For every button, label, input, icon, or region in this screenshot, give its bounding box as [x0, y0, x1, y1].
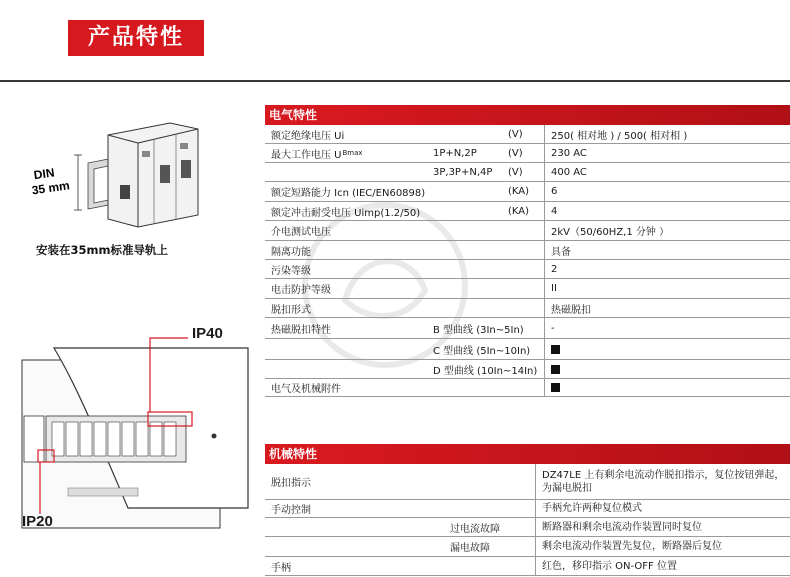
electrical-row: [265, 241, 790, 260]
mechanical-row: [265, 500, 790, 518]
illustration-caption: 安装在35mm标准导轨上: [36, 243, 168, 257]
mechanical-row-label: 手动控制: [271, 505, 311, 516]
mechanical-row: [265, 518, 790, 537]
electrical-row-value: 热磁脱扣: [544, 299, 790, 317]
electrical-row-label: 热磁脱扣特性: [271, 324, 331, 336]
electrical-row-label: 介电测试电压: [271, 227, 331, 238]
mechanical-row-sub: 过电流故障: [450, 523, 500, 535]
mechanical-row-label: 手柄: [271, 562, 291, 574]
electrical-row: [265, 379, 790, 397]
din-size-label: 35 mm: [30, 178, 71, 198]
electrical-row-sub: D 型曲线 (10In~14In): [433, 365, 538, 377]
electrical-row-value: 250( 相对地 ) / 500( 相对相 ): [544, 125, 790, 143]
electrical-row-label-subscript: Bmax: [342, 149, 363, 157]
filled-square-marker: [551, 383, 560, 392]
electrical-row-unit: (V): [508, 147, 523, 159]
section-banner: 产品特性: [68, 20, 204, 56]
mechanical-row-value: 断路器和剩余电流动作装置同时复位: [535, 518, 790, 536]
electrical-row: [265, 279, 790, 299]
electrical-row: [265, 125, 790, 144]
electrical-section-title: 电气特性: [269, 105, 323, 125]
enclosure-illustration: [18, 318, 258, 538]
electrical-row-label: 额定冲击耐受电压 Uimp(1.2/50): [271, 207, 421, 219]
electrical-row: [265, 260, 790, 279]
electrical-row-unit: (V): [508, 166, 523, 178]
electrical-row-value: 2kV（50/60HZ,1 分钟 ）: [544, 221, 790, 240]
top-divider: [0, 80, 790, 82]
filled-square-marker: [551, 345, 560, 354]
electrical-row-value: II: [544, 279, 790, 298]
electrical-row-sub: B 型曲线 (3In~5In): [433, 324, 524, 336]
electrical-row-sub: 3P,3P+N,4P: [433, 166, 493, 178]
mechanical-section-header: [265, 444, 790, 464]
mechanical-row-value: DZ47LE 上有剩余电流动作脱扣指示，复位按钮弹起，为漏电脱扣: [535, 464, 790, 499]
electrical-row-sub: C 型曲线 (5In~10In): [433, 345, 531, 357]
electrical-row-value: 400 AC: [544, 163, 790, 181]
filled-square-marker: [551, 365, 560, 374]
mechanical-row-value: 剩余电流动作装置先复位，断路器后复位: [535, 537, 790, 556]
electrical-section-header: [265, 105, 790, 125]
electrical-row-label: 电击防护等级: [271, 285, 331, 296]
electrical-row-sub: 1P+N,2P: [433, 147, 477, 159]
electrical-row-label: 隔离功能: [271, 246, 311, 258]
electrical-row-unit: (V): [508, 128, 523, 140]
ip40-label: IP40: [192, 325, 223, 342]
electrical-row-label: 电气及机械附件: [271, 384, 341, 395]
electrical-row: [265, 299, 790, 318]
electrical-row-unit: (KA): [508, 186, 530, 197]
electrical-row-label: 额定短路能力 Icn (IEC/EN60898): [271, 188, 426, 199]
mechanical-row-value: 红色，移印指示 ON-OFF 位置: [535, 557, 790, 575]
electrical-row-value: 具备: [544, 241, 790, 259]
mechanical-row-label: 脱扣指示: [271, 478, 311, 489]
mechanical-row-value: 手柄允许两种复位模式: [535, 500, 790, 517]
electrical-row-value: -: [544, 318, 790, 338]
electrical-row-value: [544, 379, 790, 396]
mechanical-section-title: 机械特性: [269, 444, 323, 464]
electrical-row: [265, 144, 790, 163]
din-label: DIN: [32, 165, 56, 183]
din-rail-breaker-illustration: [30, 115, 230, 235]
electrical-row-value: 6: [544, 182, 790, 201]
electrical-row-value: 230 AC: [544, 144, 790, 162]
electrical-row-unit: (KA): [508, 205, 530, 217]
electrical-row: [265, 339, 790, 360]
electrical-row: [265, 221, 790, 241]
electrical-row-value: 2: [544, 260, 790, 278]
electrical-row-label: 污染等级: [271, 265, 311, 277]
electrical-row-label: 脱扣形式: [271, 304, 311, 316]
electrical-row: [265, 163, 790, 182]
electrical-row-label: 额定绝缘电压 Ui: [271, 130, 345, 142]
ip20-label: IP20: [22, 513, 53, 530]
mechanical-row: [265, 557, 790, 576]
electrical-row: [265, 360, 790, 379]
electrical-row-value: [544, 339, 790, 359]
electrical-row-value: [544, 360, 790, 378]
electrical-row-label: 最大工作电压 U Bmax: [271, 149, 363, 161]
mechanical-row: [265, 537, 790, 557]
electrical-row: [265, 202, 790, 221]
electrical-row: [265, 318, 790, 339]
electrical-row: [265, 182, 790, 202]
mechanical-row-sub: 漏电故障: [450, 543, 490, 554]
mechanical-row: [265, 464, 790, 500]
electrical-row-value: 4: [544, 202, 790, 220]
